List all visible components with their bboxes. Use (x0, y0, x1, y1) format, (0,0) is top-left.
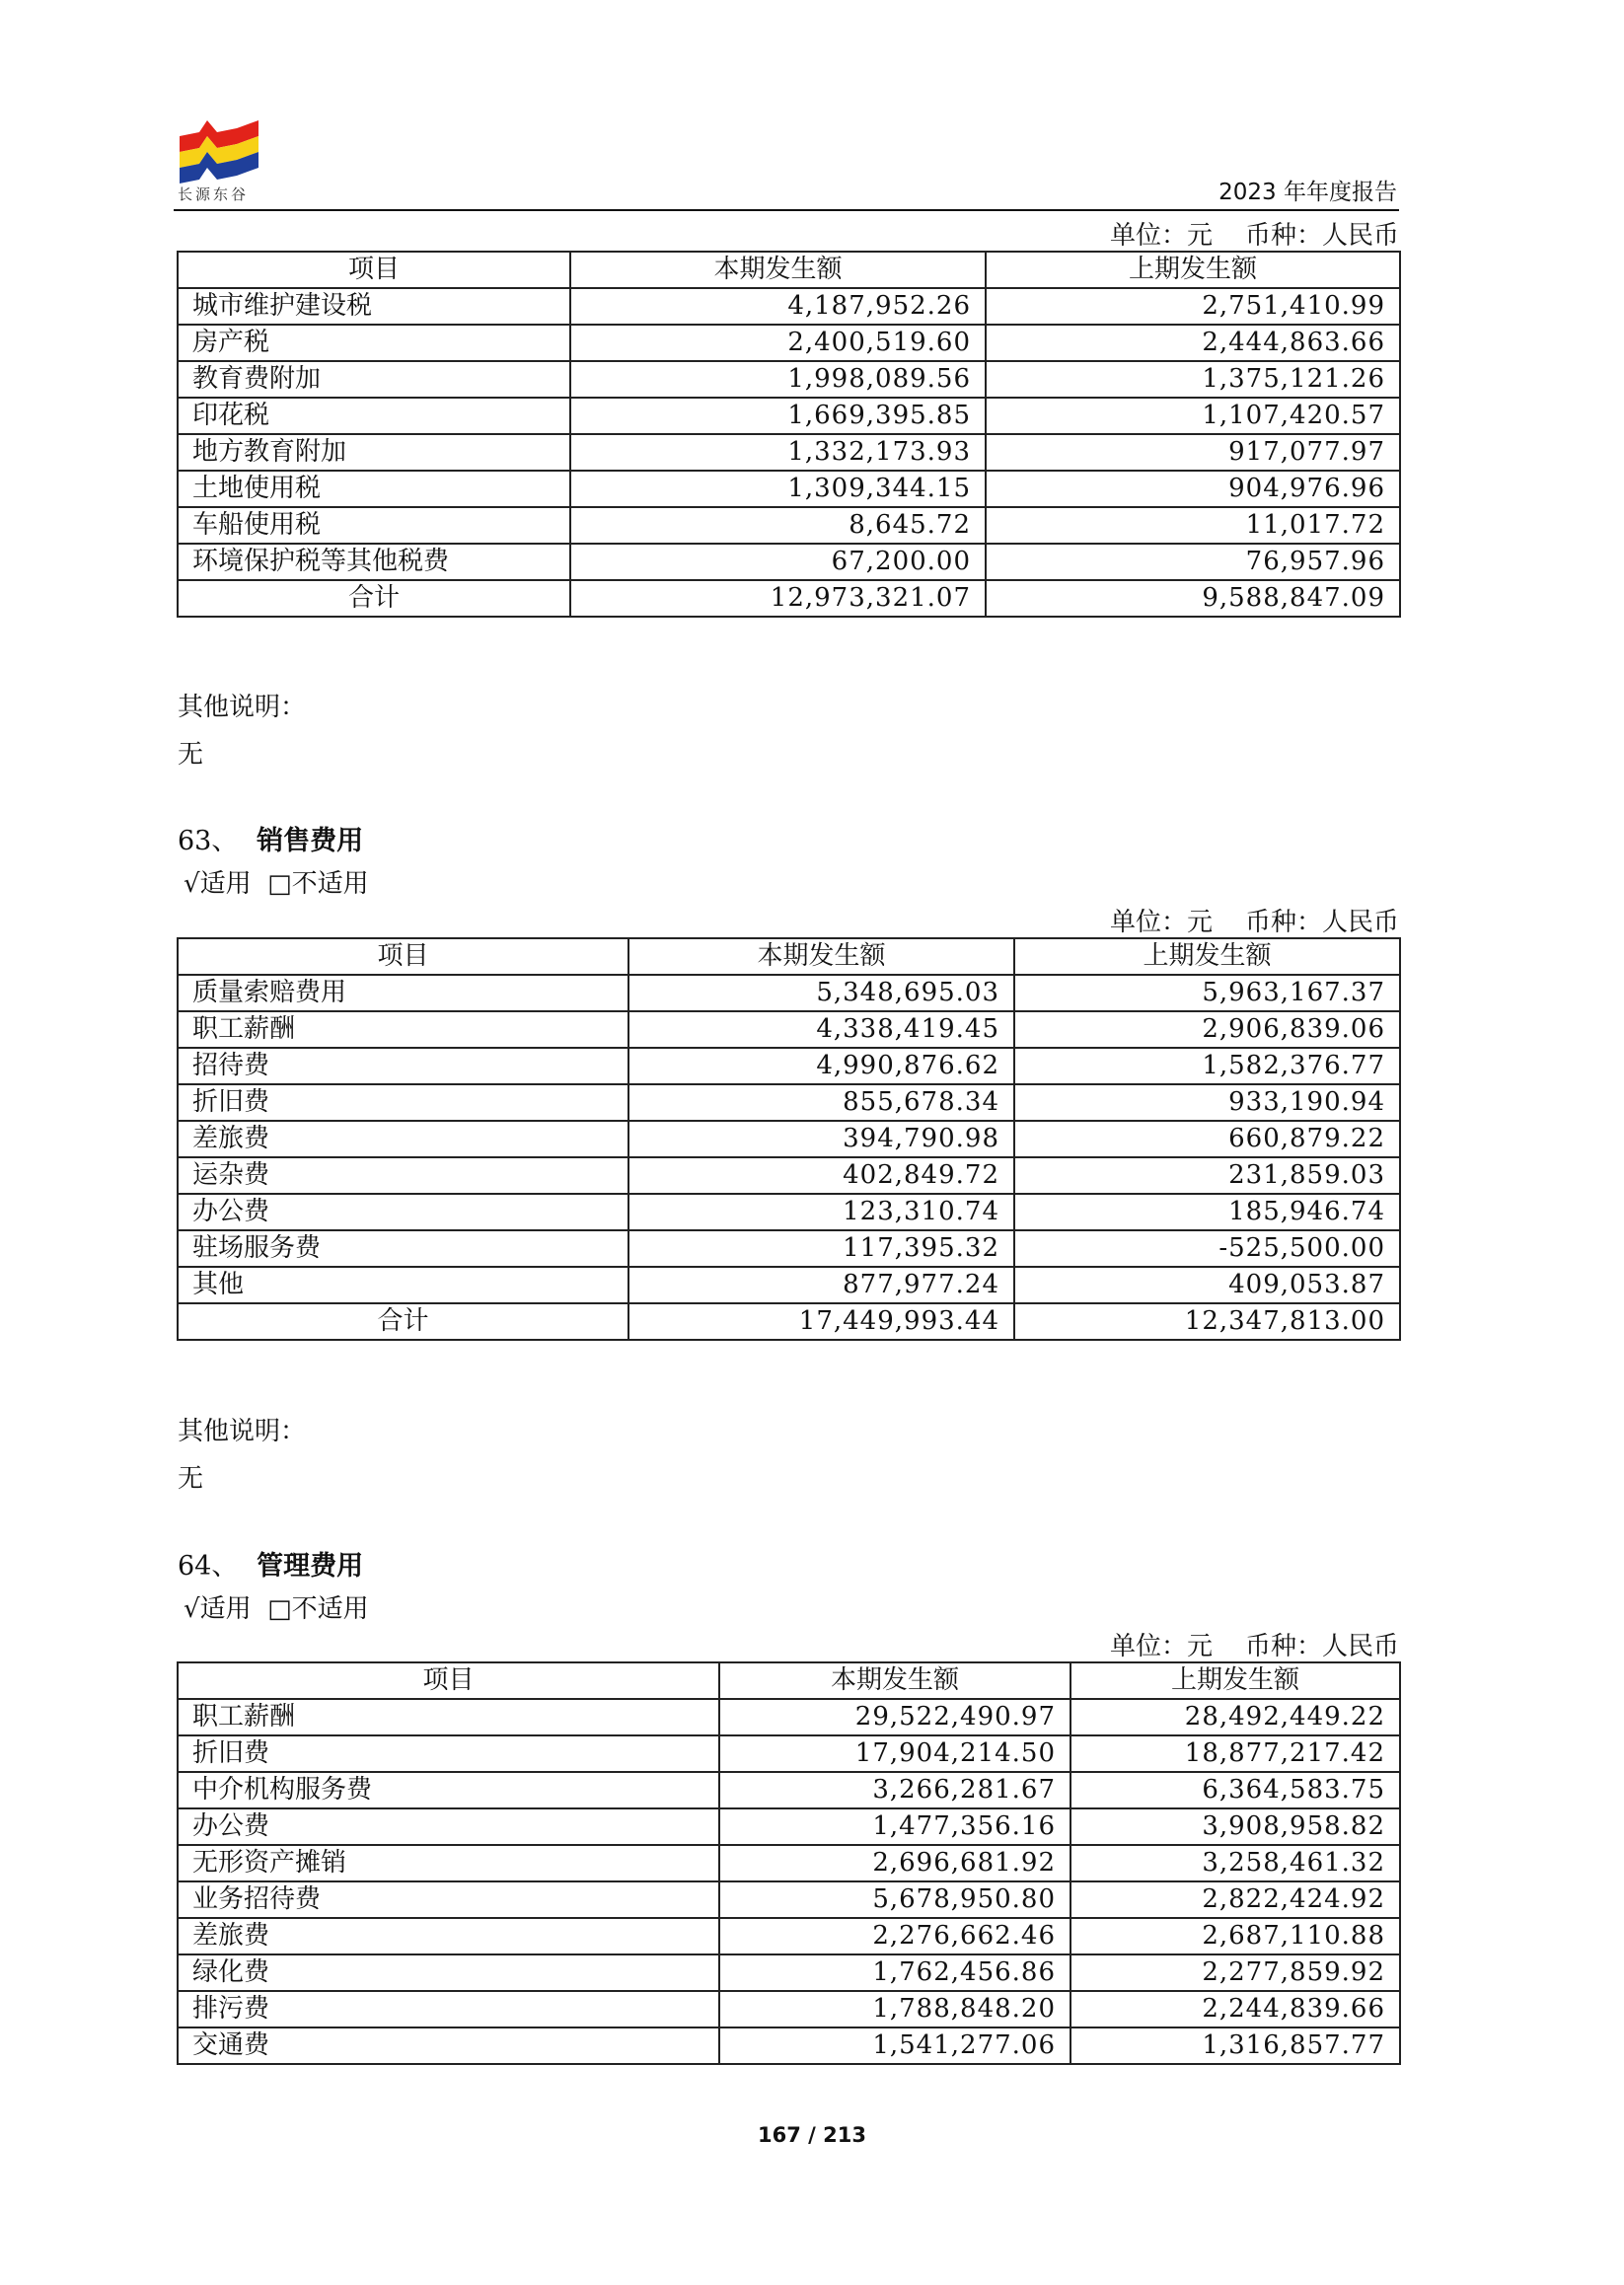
item-cell: 招待费 (178, 1048, 628, 1084)
table-row (178, 1954, 1400, 1991)
item-cell: 业务招待费 (178, 1881, 719, 1918)
item-cell: 差旅费 (178, 1121, 628, 1157)
table-row (178, 1808, 1400, 1845)
table-row (178, 471, 1400, 507)
header-divider (174, 209, 1399, 211)
total-current-cell: 12,973,321.07 (570, 580, 986, 617)
table-row (178, 398, 1400, 434)
current-cell: 1,788,848.20 (719, 1991, 1070, 2027)
current-cell: 29,522,490.97 (719, 1699, 1070, 1735)
sales-table-unit: 单位：元 币种：人民币 (1109, 908, 1399, 937)
previous-cell: 5,963,167.37 (1014, 975, 1400, 1011)
table-row (178, 544, 1400, 580)
item-cell: 职工薪酬 (178, 1699, 719, 1735)
previous-cell: 28,492,449.22 (1070, 1699, 1400, 1735)
previous-cell: 11,017.72 (986, 507, 1400, 544)
item-cell: 排污费 (178, 1991, 719, 2027)
company-logo-text: 长源东谷 (178, 185, 250, 203)
table-row (178, 1048, 1400, 1084)
column-header: 上期发生额 (1070, 1662, 1400, 1699)
item-cell: 无形资产摊销 (178, 1845, 719, 1881)
item-cell: 驻场服务费 (178, 1230, 628, 1267)
column-header: 项目 (178, 252, 570, 288)
table-row (178, 1735, 1400, 1772)
column-header: 项目 (178, 938, 628, 975)
item-cell: 办公费 (178, 1194, 628, 1230)
other-notes-text: 无 (178, 740, 204, 770)
section-64-heading (178, 1544, 363, 1583)
previous-cell: 2,751,410.99 (986, 288, 1400, 325)
current-cell: 8,645.72 (570, 507, 986, 544)
previous-cell: 904,976.96 (986, 471, 1400, 507)
page-number: 167 / 213 (758, 2123, 866, 2147)
company-logo (178, 118, 260, 184)
company-logo-graphic (178, 118, 260, 184)
current-cell: 402,849.72 (628, 1157, 1014, 1194)
section-number: 63、 (178, 826, 239, 856)
total-label-cell: 合计 (178, 580, 570, 617)
item-cell: 办公费 (178, 1808, 719, 1845)
sales-expense-table (177, 937, 1401, 1341)
table-row (178, 1267, 1400, 1303)
table-row (178, 288, 1400, 325)
item-cell: 教育费附加 (178, 361, 570, 398)
current-cell: 1,541,277.06 (719, 2027, 1070, 2064)
item-cell: 交通费 (178, 2027, 719, 2064)
current-cell: 2,696,681.92 (719, 1845, 1070, 1881)
previous-cell: 409,053.87 (1014, 1267, 1400, 1303)
current-cell: 1,477,356.16 (719, 1808, 1070, 1845)
admin-table-unit: 单位：元 币种：人民币 (1109, 1632, 1399, 1661)
table-row (178, 1772, 1400, 1808)
item-cell: 绿化费 (178, 1954, 719, 1991)
item-cell: 环境保护税等其他税费 (178, 544, 570, 580)
previous-cell: 76,957.96 (986, 544, 1400, 580)
applicability-status: √适用 □不适用 (184, 869, 369, 899)
current-cell: 2,276,662.46 (719, 1918, 1070, 1954)
total-previous-cell: 12,347,813.00 (1014, 1303, 1400, 1340)
item-cell: 折旧费 (178, 1735, 719, 1772)
current-cell: 5,678,950.80 (719, 1881, 1070, 1918)
other-notes-label: 其他说明： (178, 693, 307, 722)
previous-cell: 2,822,424.92 (1070, 1881, 1400, 1918)
previous-cell: 2,687,110.88 (1070, 1918, 1400, 1954)
previous-cell: 6,364,583.75 (1070, 1772, 1400, 1808)
report-title: 2023 年年度报告 (1218, 180, 1397, 205)
total-label-cell: 合计 (178, 1303, 628, 1340)
total-previous-cell: 9,588,847.09 (986, 580, 1400, 617)
previous-cell: 18,877,217.42 (1070, 1735, 1400, 1772)
item-cell: 地方教育附加 (178, 434, 570, 471)
current-cell: 1,998,089.56 (570, 361, 986, 398)
item-cell: 中介机构服务费 (178, 1772, 719, 1808)
table-row (178, 1194, 1400, 1230)
previous-cell: 2,244,839.66 (1070, 1991, 1400, 2027)
admin-expense-table (177, 1661, 1401, 2065)
item-cell: 印花税 (178, 398, 570, 434)
current-cell: 5,348,695.03 (628, 975, 1014, 1011)
total-current-cell: 17,449,993.44 (628, 1303, 1014, 1340)
previous-cell: -525,500.00 (1014, 1230, 1400, 1267)
item-cell: 差旅费 (178, 1918, 719, 1954)
current-cell: 4,187,952.26 (570, 288, 986, 325)
table-row (178, 1699, 1400, 1735)
previous-cell: 917,077.97 (986, 434, 1400, 471)
item-cell: 城市维护建设税 (178, 288, 570, 325)
current-cell: 17,904,214.50 (719, 1735, 1070, 1772)
previous-cell: 1,375,121.26 (986, 361, 1400, 398)
previous-cell: 185,946.74 (1014, 1194, 1400, 1230)
current-cell: 4,990,876.62 (628, 1048, 1014, 1084)
current-cell: 1,332,173.93 (570, 434, 986, 471)
previous-cell: 2,277,859.92 (1070, 1954, 1400, 1991)
column-header: 本期发生额 (570, 252, 986, 288)
item-cell: 运杂费 (178, 1157, 628, 1194)
column-header: 项目 (178, 1662, 719, 1699)
item-cell: 车船使用税 (178, 507, 570, 544)
column-header: 上期发生额 (1014, 938, 1400, 975)
table-row (178, 2027, 1400, 2064)
table-row (178, 434, 1400, 471)
current-cell: 1,762,456.86 (719, 1954, 1070, 1991)
item-cell: 其他 (178, 1267, 628, 1303)
previous-cell: 2,906,839.06 (1014, 1011, 1400, 1048)
table-header-row (178, 1662, 1400, 1699)
item-cell: 土地使用税 (178, 471, 570, 507)
previous-cell: 3,908,958.82 (1070, 1808, 1400, 1845)
other-notes-text: 无 (178, 1464, 204, 1494)
item-cell: 折旧费 (178, 1084, 628, 1121)
current-cell: 4,338,419.45 (628, 1011, 1014, 1048)
section-title: 管理费用 (257, 1551, 364, 1582)
tax-table-unit: 单位：元 币种：人民币 (1109, 221, 1399, 251)
tax-table (177, 251, 1401, 618)
current-cell: 2,400,519.60 (570, 325, 986, 361)
previous-cell: 3,258,461.32 (1070, 1845, 1400, 1881)
current-cell: 117,395.32 (628, 1230, 1014, 1267)
table-total-row (178, 580, 1400, 617)
table-row (178, 325, 1400, 361)
current-cell: 855,678.34 (628, 1084, 1014, 1121)
previous-cell: 231,859.03 (1014, 1157, 1400, 1194)
table-row (178, 975, 1400, 1011)
current-cell: 123,310.74 (628, 1194, 1014, 1230)
table-row (178, 361, 1400, 398)
item-cell: 质量索赔费用 (178, 975, 628, 1011)
table-row (178, 1084, 1400, 1121)
table-row (178, 1121, 1400, 1157)
previous-cell: 1,582,376.77 (1014, 1048, 1400, 1084)
section-number: 64、 (178, 1551, 239, 1582)
table-row (178, 1881, 1400, 1918)
table-row (178, 507, 1400, 544)
table-total-row (178, 1303, 1400, 1340)
applicability-status: √适用 □不适用 (184, 1594, 369, 1624)
current-cell: 394,790.98 (628, 1121, 1014, 1157)
table-header-row (178, 252, 1400, 288)
current-cell: 877,977.24 (628, 1267, 1014, 1303)
column-header: 本期发生额 (628, 938, 1014, 975)
table-row (178, 1918, 1400, 1954)
table-row (178, 1230, 1400, 1267)
item-cell: 房产税 (178, 325, 570, 361)
section-title: 销售费用 (257, 826, 364, 856)
current-cell: 67,200.00 (570, 544, 986, 580)
previous-cell: 2,444,863.66 (986, 325, 1400, 361)
previous-cell: 660,879.22 (1014, 1121, 1400, 1157)
previous-cell: 933,190.94 (1014, 1084, 1400, 1121)
current-cell: 1,669,395.85 (570, 398, 986, 434)
current-cell: 3,266,281.67 (719, 1772, 1070, 1808)
other-notes-label: 其他说明： (178, 1417, 307, 1446)
table-row (178, 1991, 1400, 2027)
item-cell: 职工薪酬 (178, 1011, 628, 1048)
table-row (178, 1845, 1400, 1881)
previous-cell: 1,316,857.77 (1070, 2027, 1400, 2064)
table-row (178, 1011, 1400, 1048)
table-header-row (178, 938, 1400, 975)
current-cell: 1,309,344.15 (570, 471, 986, 507)
column-header: 上期发生额 (986, 252, 1400, 288)
column-header: 本期发生额 (719, 1662, 1070, 1699)
table-row (178, 1157, 1400, 1194)
previous-cell: 1,107,420.57 (986, 398, 1400, 434)
section-63-heading (178, 819, 363, 857)
